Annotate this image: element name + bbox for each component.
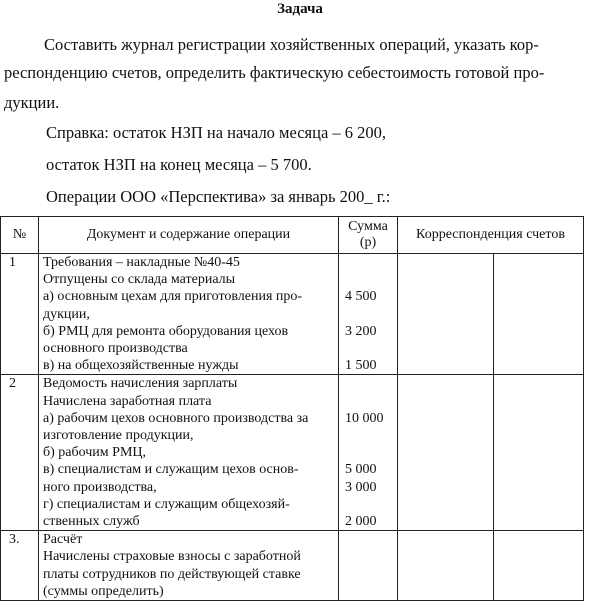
- debit-cell: [398, 254, 494, 375]
- table-header-row: [1, 217, 584, 254]
- sum-value: 3 000: [345, 479, 377, 495]
- row-sum: [339, 375, 398, 531]
- doc-line: г) специалистам и служащим общехозяй-: [43, 496, 290, 512]
- task-heading: Задача: [277, 1, 323, 17]
- doc-line: изготовление продукции,: [43, 428, 194, 444]
- table-row: [1, 531, 584, 601]
- row-document: [39, 254, 339, 375]
- doc-line: б) рабочим РМЦ,: [43, 445, 146, 461]
- intro-line-3: дукции.: [4, 93, 60, 112]
- doc-line: платы сотрудников по действующей ставке: [43, 566, 301, 582]
- reference-line-2: остаток НЗП на конец месяца – 5 700.: [46, 155, 312, 174]
- header-sum-unit: (р): [359, 235, 377, 250]
- debit-cell: [398, 375, 494, 531]
- sum-value: 4 500: [345, 289, 377, 305]
- header-correspondence: Корреспонденция счетов: [398, 217, 584, 254]
- header-num: №: [1, 217, 39, 254]
- doc-line: Отпущены со склада материалы: [43, 272, 236, 288]
- sum-value: 5 000: [345, 462, 377, 478]
- doc-line: Начислены страховые взносы с заработной: [43, 549, 301, 565]
- doc-line: Требования – накладные №40-45: [43, 255, 240, 270]
- doc-line: б) РМЦ для ремонта оборудования цехов: [43, 323, 289, 339]
- doc-line: ного производства,: [43, 479, 157, 495]
- header-document: Документ и содержание операции: [39, 217, 339, 254]
- debit-cell: [398, 531, 494, 601]
- row-sum: [339, 254, 398, 375]
- credit-cell: [494, 375, 584, 531]
- intro-line-1: Составить журнал регистрации хозяйственных операций, указать кор-: [44, 35, 539, 54]
- operations-title: Операции ООО «Перспектива» за январь 200_ г.:: [46, 187, 391, 206]
- doc-line: ственных служб: [43, 514, 140, 530]
- row-num: 1: [1, 254, 39, 375]
- table-row: [1, 375, 584, 531]
- credit-cell: [494, 531, 584, 601]
- sum-value: 3 200: [345, 323, 377, 339]
- doc-line: основного производства: [43, 341, 188, 357]
- row-document: [39, 531, 339, 601]
- sum-value: 1 500: [345, 358, 377, 374]
- table-row: [1, 254, 584, 375]
- header-sum: [339, 217, 398, 254]
- row-sum: [339, 531, 398, 601]
- credit-cell: [494, 254, 584, 375]
- doc-line: Начислена заработная плата: [43, 393, 212, 409]
- doc-line: в) специалистам и служащим цехов основ-: [43, 462, 299, 478]
- operations-journal-table: [0, 216, 584, 601]
- intro-line-2: респонденцию счетов, определить фактическую себестоимость готовой про-: [4, 63, 545, 82]
- doc-line: Ведомость начисления зарплаты: [43, 376, 238, 392]
- row-document: [39, 375, 339, 531]
- row-num: 3.: [1, 531, 39, 601]
- doc-line: (суммы определить): [43, 583, 164, 599]
- doc-line: в) на общехозяйственные нужды: [43, 358, 239, 374]
- sum-value: 2 000: [345, 513, 377, 529]
- doc-line: Расчёт: [43, 532, 83, 548]
- doc-line: а) основным цехам для приготовления про-: [43, 289, 303, 305]
- reference-line-1: Справка: остаток НЗП на начало месяца – 6 200,: [46, 123, 387, 142]
- row-num: 2: [1, 375, 39, 531]
- header-sum-label: Сумма: [348, 219, 388, 234]
- doc-line: а) рабочим цехов основного производства за: [43, 410, 309, 426]
- sum-value: 10 000: [345, 410, 384, 426]
- doc-line: дукции,: [43, 306, 90, 322]
